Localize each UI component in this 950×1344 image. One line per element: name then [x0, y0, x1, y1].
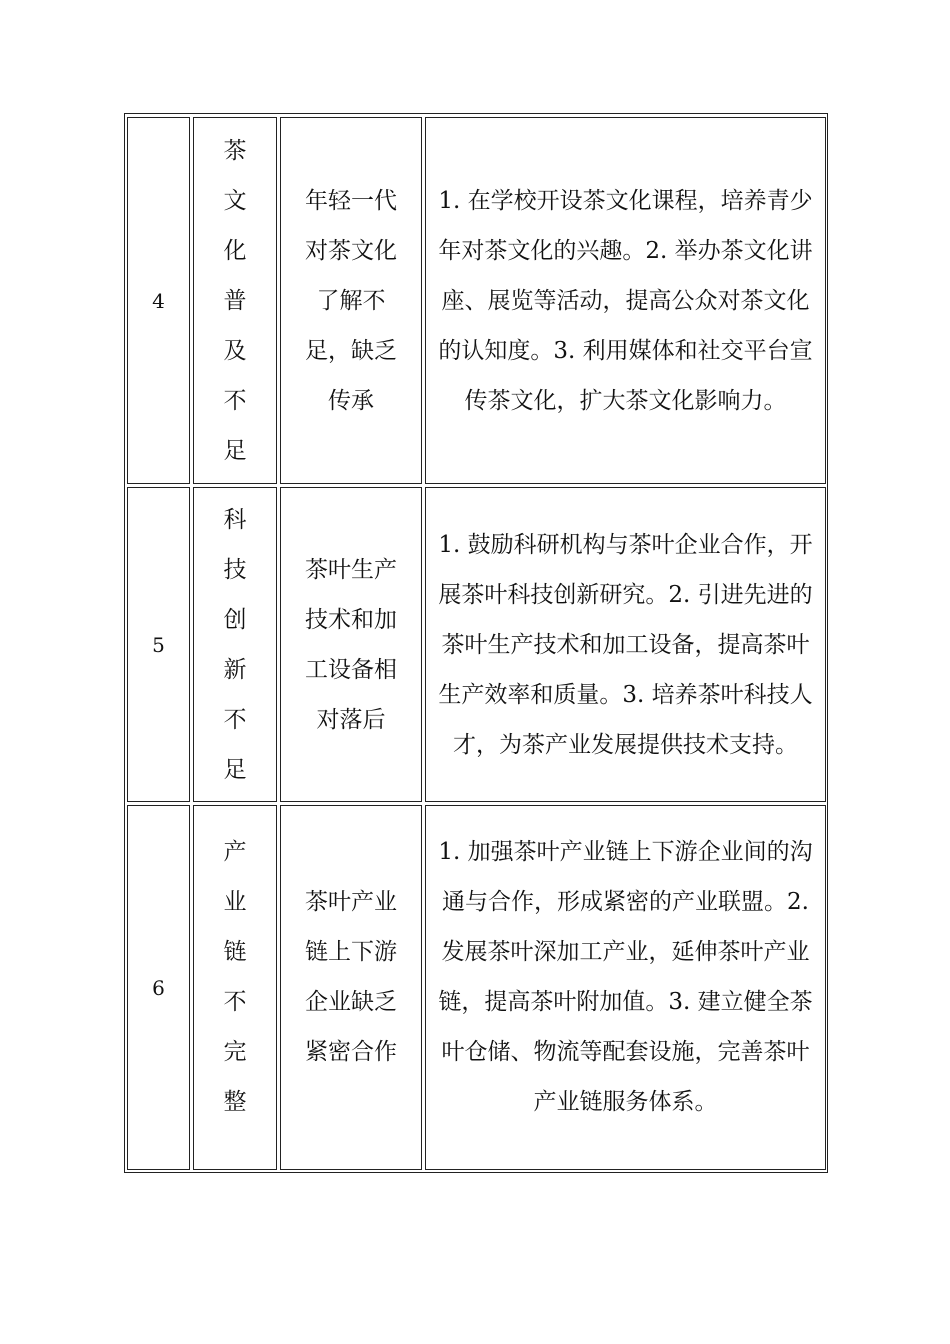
issue-text: 科技创新不足	[223, 506, 247, 783]
row-index-cell	[127, 487, 190, 802]
issue-text: 产业链不完整	[223, 838, 247, 1115]
issue-cell	[193, 805, 277, 1170]
issue-text: 茶文化普及不足	[223, 137, 247, 464]
row-index-cell	[127, 117, 190, 484]
reason-cell	[280, 805, 422, 1170]
measures-table	[124, 113, 828, 1173]
measures-cell	[425, 487, 826, 802]
measures-cell	[425, 117, 826, 484]
measures-text: 1. 鼓励科研机构与茶叶企业合作，开展茶叶科技创新研究。2. 引进先进的茶叶生产技术和加工设备，提高茶叶生产效率和质量。3. 培养茶叶科技人才，为茶产业发展提供技术支持。	[438, 531, 813, 758]
issue-cell	[193, 117, 277, 484]
reason-text: 茶叶生产技术和加工设备相对落后	[305, 556, 397, 733]
reason-cell	[280, 487, 422, 802]
row-index: 4	[152, 288, 165, 313]
issue-cell	[193, 487, 277, 802]
reason-text: 茶叶产业链上下游企业缺乏紧密合作	[305, 888, 397, 1065]
reason-text: 年轻一代对茶文化了解不足，缺乏传承	[305, 187, 397, 414]
measures-text: 1. 加强茶叶产业链上下游企业间的沟通与合作，形成紧密的产业联盟。2. 发展茶叶深加工产业，延伸茶叶产业链，提高茶叶附加值。3. 建立健全茶叶仓储、物流等配套设施，完善茶叶产业链服务体系。	[438, 838, 813, 1115]
row-index: 6	[152, 975, 165, 1000]
reason-cell	[280, 117, 422, 484]
row-index: 5	[152, 632, 165, 657]
measures-cell	[425, 805, 826, 1170]
row-index-cell	[127, 805, 190, 1170]
measures-text: 1. 在学校开设茶文化课程，培养青少年对茶文化的兴趣。2. 举办茶文化讲座、展览等活动，提高公众对茶文化的认知度。3. 利用媒体和社交平台宣传茶文化，扩大茶文化影响力。	[438, 187, 813, 414]
